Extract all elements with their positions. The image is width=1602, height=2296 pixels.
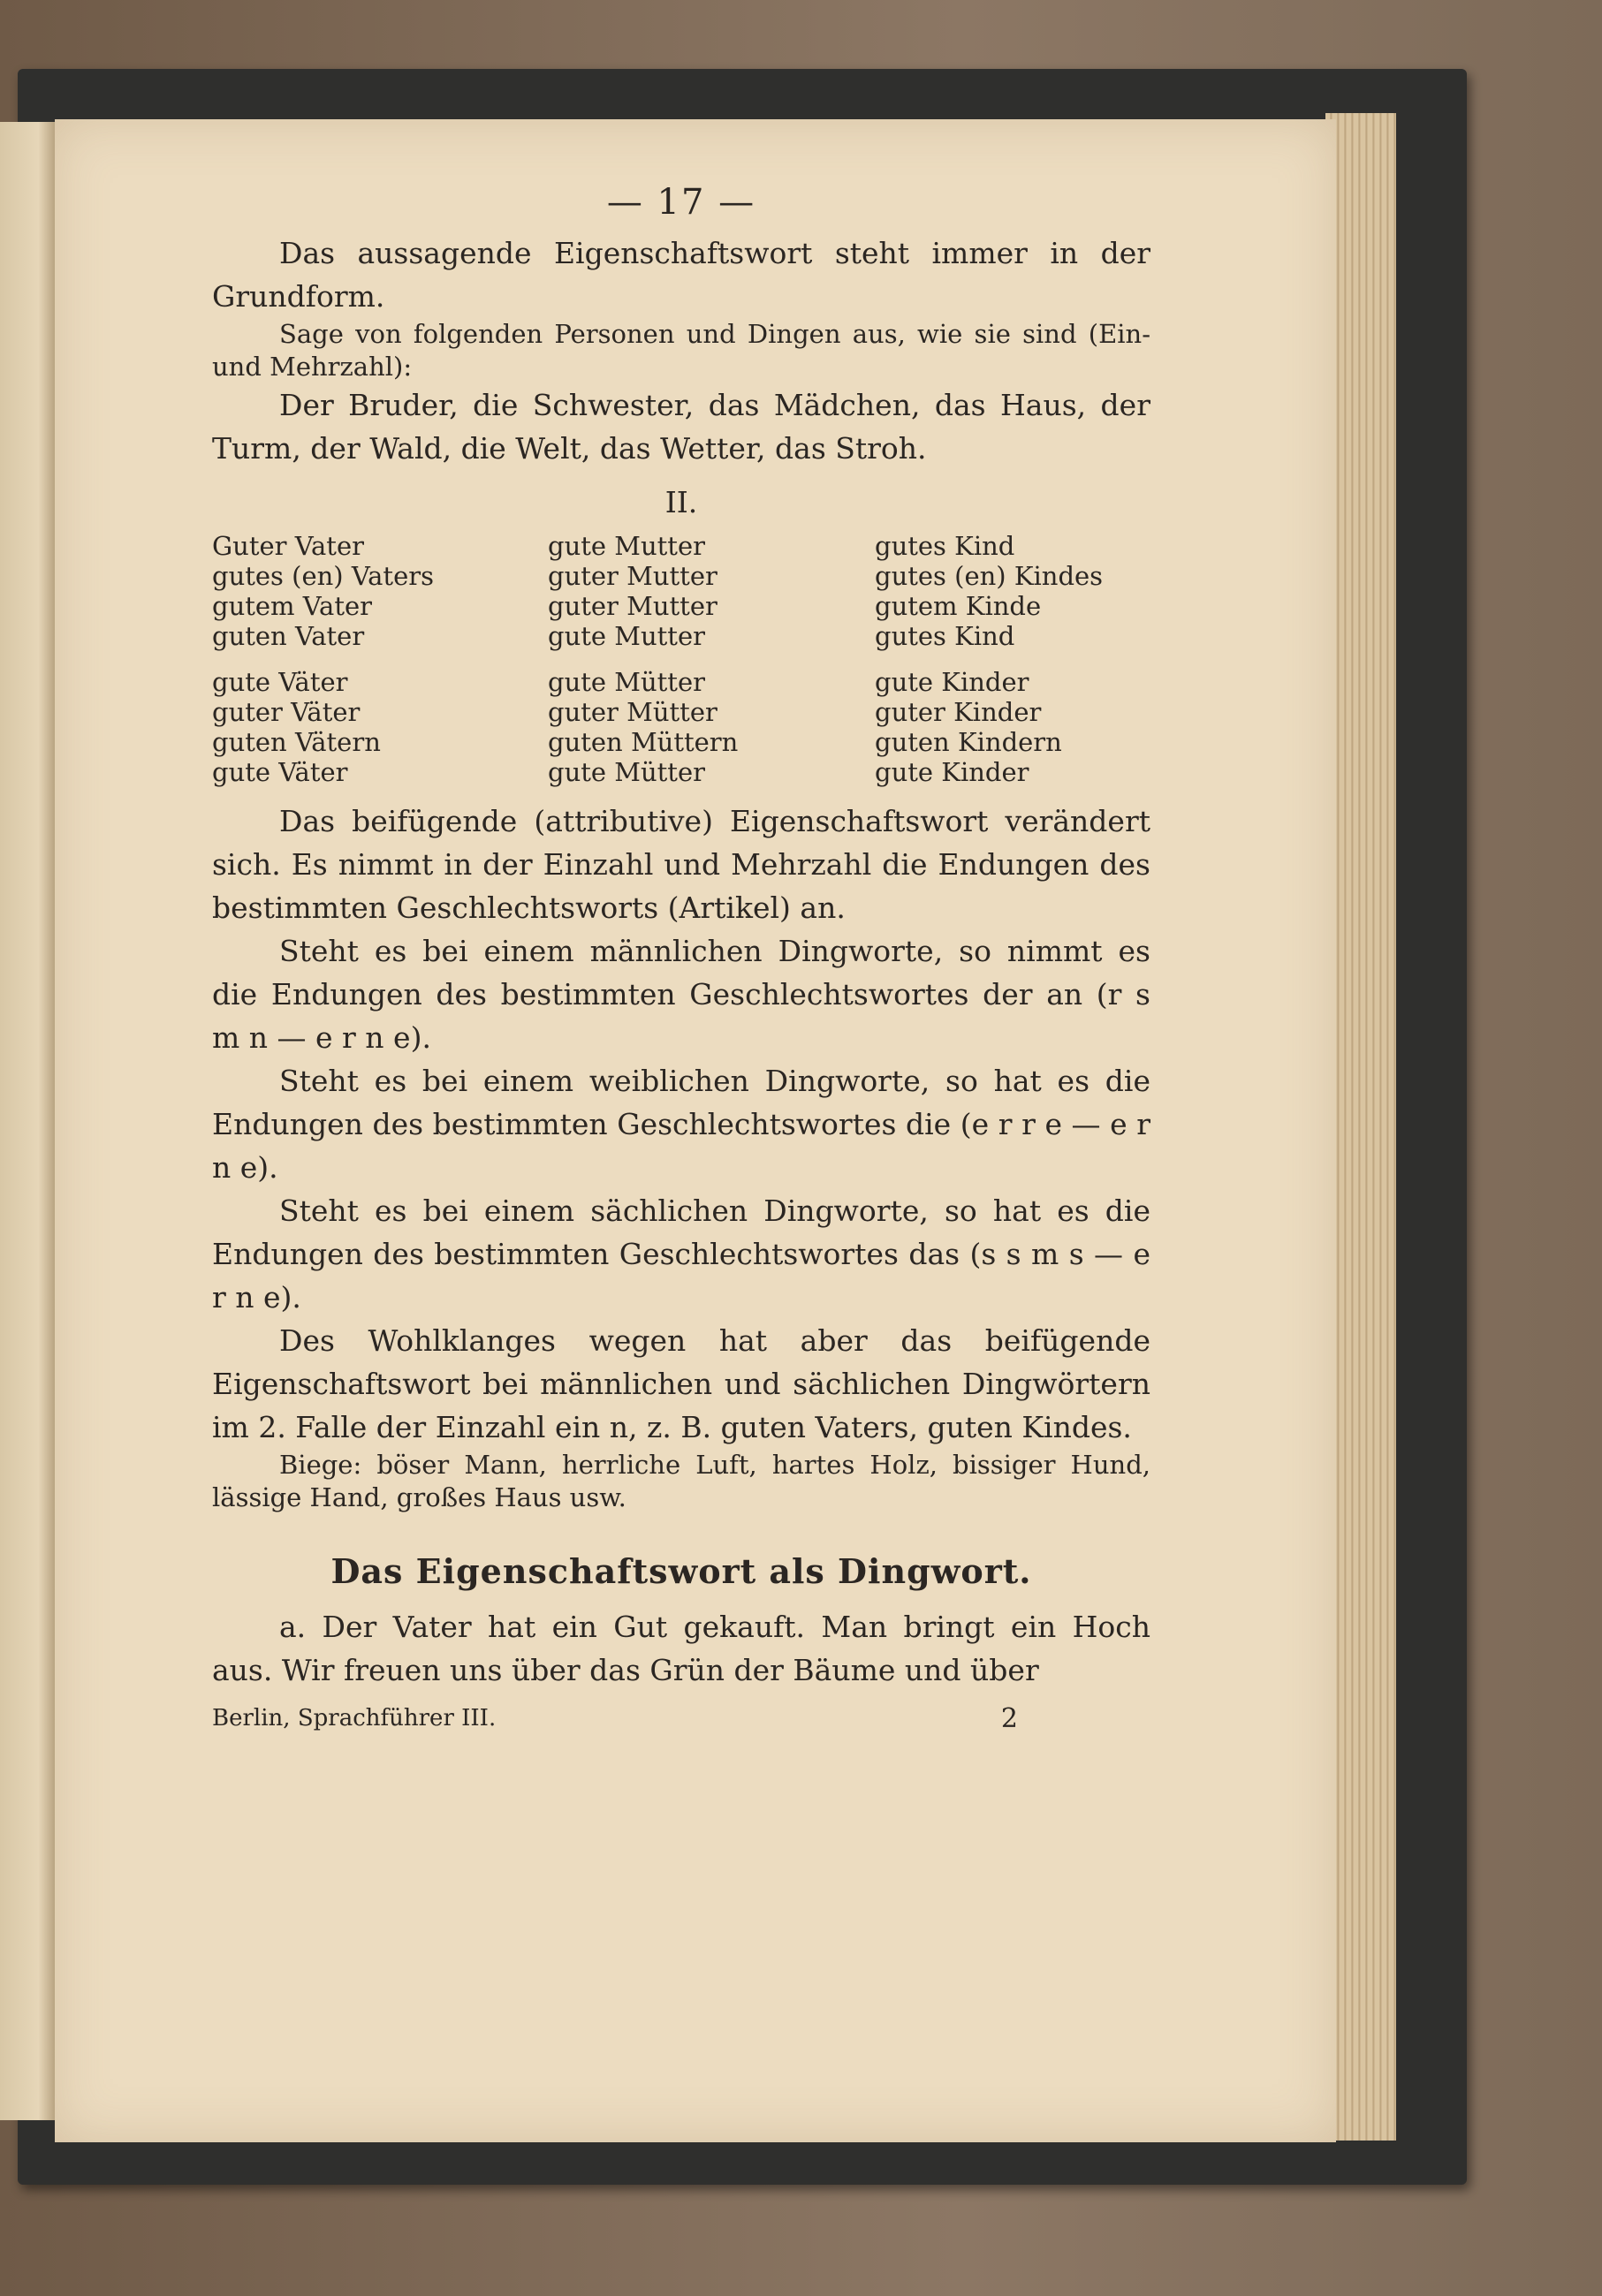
declension-cell: guten Müttern: [548, 727, 739, 757]
exercise-paragraph: Biege: böser Mann, herrliche Luft, hartes Holz, bissiger Hund, lässige Hand, großes Haus usw.: [212, 1450, 1150, 1512]
declension-cell: Guter Vater: [212, 531, 364, 561]
declension-cell: gutes Kind: [875, 621, 1015, 651]
declension-cell: gute Mutter: [548, 621, 705, 651]
declension-cell: gute Väter: [212, 667, 348, 697]
paragraph: a. Der Vater hat ein Gut gekauft. Man bringt ein Hoch aus. Wir freuen uns über das Grün der Bäume und über: [212, 1610, 1150, 1687]
paragraph: Das aussagende Eigenschaftswort steht immer in der Grundform.: [212, 236, 1150, 314]
declension-cell: guten Vater: [212, 621, 365, 651]
section-title: Das Eigenschaftswort als Dingwort.: [330, 1551, 1032, 1591]
declension-cell: gute Kinder: [875, 667, 1029, 697]
page-content: [212, 181, 1150, 1740]
declension-cell: guter Mütter: [548, 697, 717, 727]
paragraph: Das beifügende (attributive) Eigenschaftswort verändert sich. Es nimmt in der Einzahl und Mehrzahl die Endungen des bestimmten Geschlechtsworts (Artikel) an.: [212, 804, 1150, 925]
declension-cell: gutes (en) Kindes: [875, 561, 1104, 591]
declension-cell: gute Mütter: [548, 757, 705, 787]
exercise-words: Der Bruder, die Schwester, das Mädchen, das Haus, der Turm, der Wald, die Welt, das Wetter, das Stroh.: [212, 388, 1150, 466]
declension-col-neuter: [875, 531, 1150, 787]
page-edges: [1325, 113, 1396, 2141]
declension-cell: guten Kindern: [875, 727, 1062, 757]
declension-cell: gute Mutter: [548, 531, 705, 561]
declension-cell: gutem Vater: [212, 591, 373, 621]
paragraph: Steht es bei einem sächlichen Dingworte, so hat es die Endungen des bestimmten Geschlechtswortes das (s s m s — e r n e).: [212, 1193, 1150, 1315]
exercise-instruction: Sage von folgenden Personen und Dingen aus, wie sie sind (Ein- und Mehrzahl):: [212, 319, 1150, 382]
declension-cell: gutes (en) Vaters: [212, 561, 434, 591]
declension-cell: guter Mutter: [548, 561, 717, 591]
declension-col-feminine: [548, 531, 875, 787]
declension-col-masculine: [212, 531, 548, 787]
declension-cell: guter Mutter: [548, 591, 717, 621]
declension-cell: guten Vätern: [212, 727, 381, 757]
declension-cell: guter Kinder: [875, 697, 1042, 727]
paragraph: Des Wohlklanges wegen hat aber das beifügende Eigenschaftswort bei männlichen und sächlichen Dingwörtern im 2. Falle der Einzahl ein n, z. B. guten Vaters, guten Kindes.: [212, 1323, 1150, 1444]
sheet-signature: 2: [1000, 1703, 1018, 1734]
declension-cell: gute Väter: [212, 757, 348, 787]
declension-cell: gute Kinder: [875, 757, 1029, 787]
declension-cell: gute Mütter: [548, 667, 705, 697]
paragraph: Steht es bei einem weiblichen Dingworte, so hat es die Endungen des bestimmten Geschlechtswortes die (e r r e — e r n e).: [212, 1064, 1150, 1185]
declension-cell: gutem Kinde: [875, 591, 1042, 621]
declension-table: [212, 531, 1150, 787]
section-numeral: II.: [664, 485, 698, 519]
footer-signature-line: Berlin, Sprachführer III.: [212, 1705, 497, 1731]
declension-cell: gutes Kind: [875, 531, 1015, 561]
page-number: — 17 —: [606, 182, 756, 223]
declension-cell: guter Väter: [212, 697, 361, 727]
paragraph: Steht es bei einem männlichen Dingworte, so nimmt es die Endungen des bestimmten Geschlechtswortes der an (r s m n — e r n e).: [212, 934, 1150, 1055]
page-footer: [212, 1697, 1150, 1740]
facing-page-edge: [0, 122, 55, 2120]
